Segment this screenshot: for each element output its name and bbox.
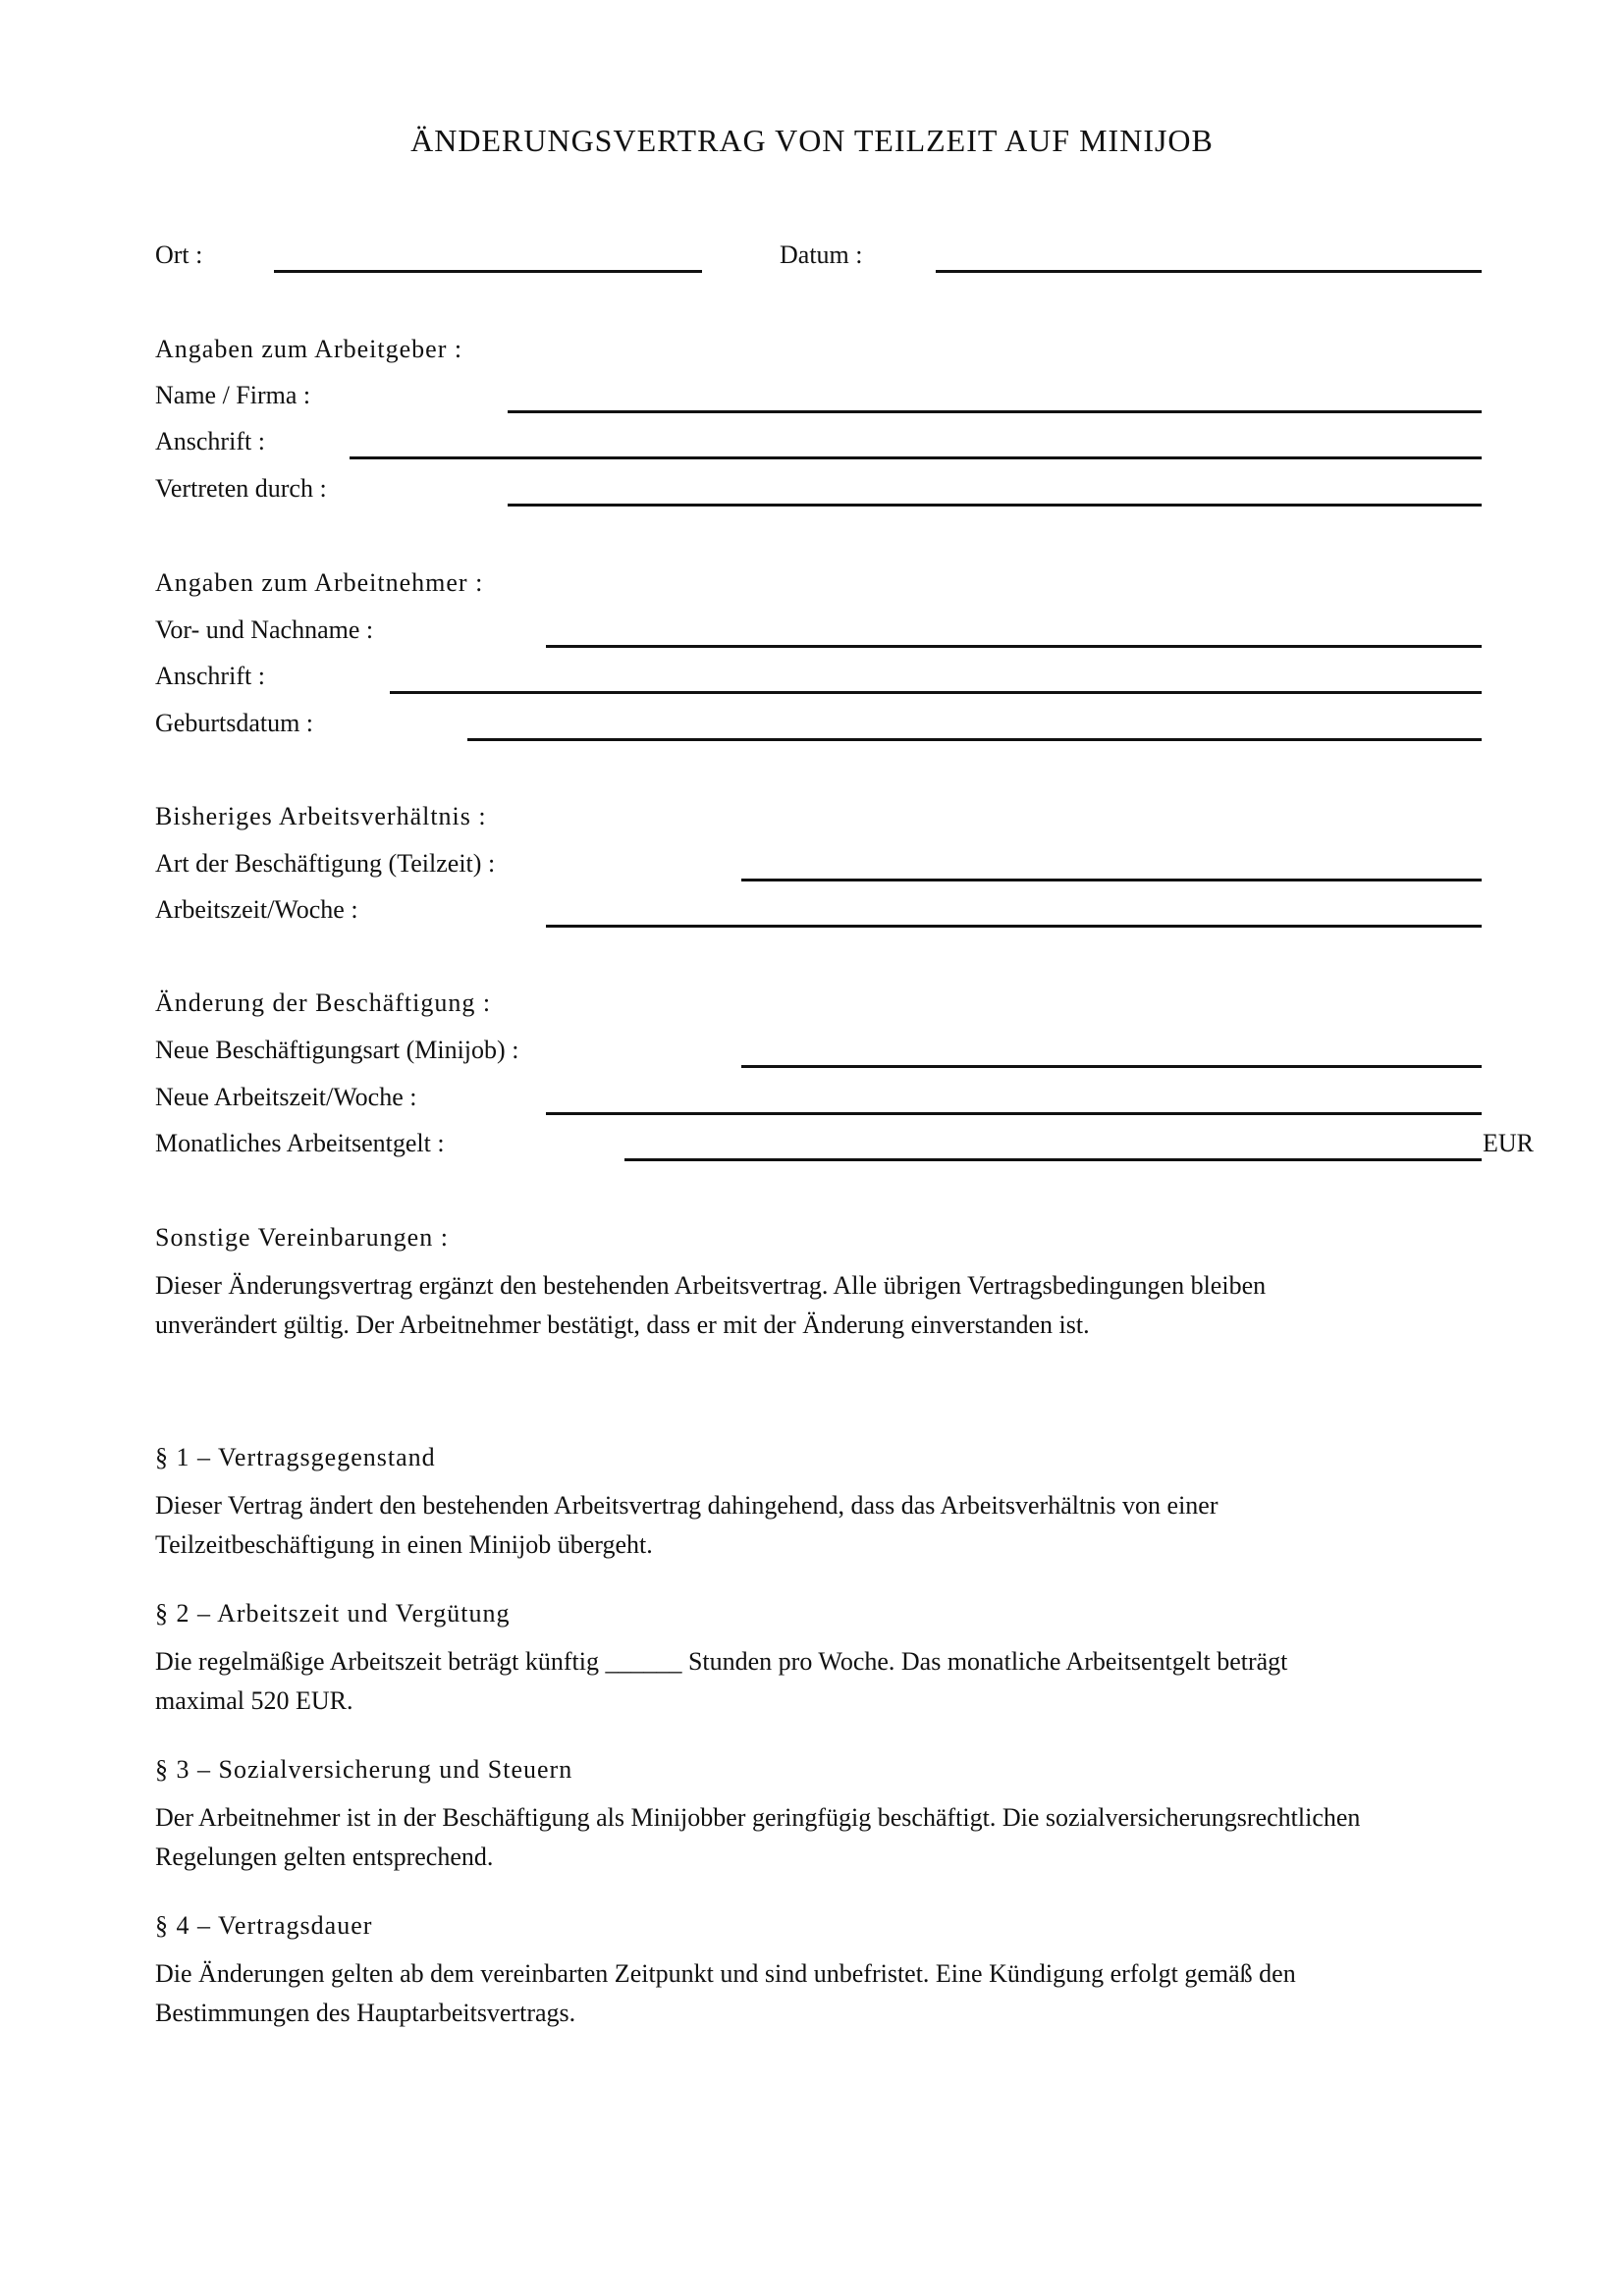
section-2-text-line: Die regelmäßige Arbeitszeit beträgt künftig ______ Stunden pro Woche. Das monatliche Arbeitsentgelt beträgt [155, 1647, 1288, 1676]
employer-heading: Angaben zum Arbeitgeber : [155, 335, 463, 363]
employee-address-label: Anschrift : [155, 662, 265, 690]
section-4-text-line: Bestimmungen des Hauptarbeitsvertrags. [155, 1999, 576, 2027]
new-hours-label: Neue Arbeitszeit/Woche : [155, 1083, 417, 1111]
section-1-text-line: Teilzeitbeschäftigung in einen Minijob übergeht. [155, 1530, 653, 1559]
new-hours-field-line[interactable] [546, 1112, 1482, 1115]
employee-heading: Angaben zum Arbeitnehmer : [155, 568, 484, 597]
employee-birthdate-label: Geburtsdatum : [155, 709, 314, 737]
other-agreements-text-line: unverändert gültig. Der Arbeitnehmer bestätigt, dass er mit der Änderung einverstanden ist. [155, 1310, 1090, 1339]
employer-address-label: Anschrift : [155, 427, 265, 455]
employee-address-field-line[interactable] [390, 691, 1482, 694]
section-1-text-line: Dieser Vertrag ändert den bestehenden Arbeitsvertrag dahingehend, dass das Arbeitsverhältnis von einer [155, 1491, 1218, 1520]
section-4-heading: § 4 – Vertragsdauer [155, 1911, 373, 1940]
ort-field-line[interactable] [274, 270, 702, 273]
salary-label: Monatliches Arbeitsentgelt : [155, 1129, 445, 1157]
section-2-text-line: maximal 520 EUR. [155, 1686, 353, 1715]
salary-field-line[interactable] [624, 1158, 1482, 1161]
other-agreements-heading: Sonstige Vereinbarungen : [155, 1223, 449, 1252]
section-4-text-line: Die Änderungen gelten ab dem vereinbarten Zeitpunkt und sind unbefristet. Eine Kündigung erfolgt gemäß den [155, 1959, 1296, 1988]
previous-type-label: Art der Beschäftigung (Teilzeit) : [155, 849, 496, 878]
salary-unit: EUR [1483, 1129, 1534, 1157]
other-agreements-text-line: Dieser Änderungsvertrag ergänzt den bestehenden Arbeitsvertrag. Alle übrigen Vertragsbedingungen bleiben [155, 1271, 1267, 1300]
datum-field-line[interactable] [936, 270, 1482, 273]
employee-name-label: Vor- und Nachname : [155, 615, 374, 644]
datum-label: Datum : [780, 240, 863, 269]
ort-label: Ort : [155, 240, 203, 269]
employer-representative-label: Vertreten durch : [155, 474, 327, 503]
previous-hours-field-line[interactable] [546, 925, 1482, 928]
employer-representative-field-line[interactable] [508, 504, 1482, 507]
section-3-text-line: Der Arbeitnehmer ist in der Beschäftigung als Minijobber geringfügig beschäftigt. Die sozialversicherungsrechtlichen [155, 1803, 1361, 1832]
previous-employment-heading: Bisheriges Arbeitsverhältnis : [155, 802, 487, 830]
new-type-field-line[interactable] [741, 1065, 1482, 1068]
document-title: ÄNDERUNGSVERTRAG VON TEILZEIT AUF MINIJOB [410, 123, 1214, 158]
section-3-text-line: Regelungen gelten entsprechend. [155, 1842, 494, 1871]
section-3-heading: § 3 – Sozialversicherung und Steuern [155, 1755, 573, 1784]
previous-hours-label: Arbeitszeit/Woche : [155, 895, 358, 924]
employer-address-field-line[interactable] [350, 456, 1482, 459]
section-1-heading: § 1 – Vertragsgegenstand [155, 1443, 436, 1471]
employer-name-field-line[interactable] [508, 410, 1482, 413]
employee-birthdate-field-line[interactable] [467, 738, 1482, 741]
new-type-label: Neue Beschäftigungsart (Minijob) : [155, 1036, 519, 1064]
change-heading: Änderung der Beschäftigung : [155, 988, 492, 1017]
employee-name-field-line[interactable] [546, 645, 1482, 648]
section-2-heading: § 2 – Arbeitszeit und Vergütung [155, 1599, 511, 1628]
previous-type-field-line[interactable] [741, 879, 1482, 881]
employer-name-label: Name / Firma : [155, 381, 311, 409]
